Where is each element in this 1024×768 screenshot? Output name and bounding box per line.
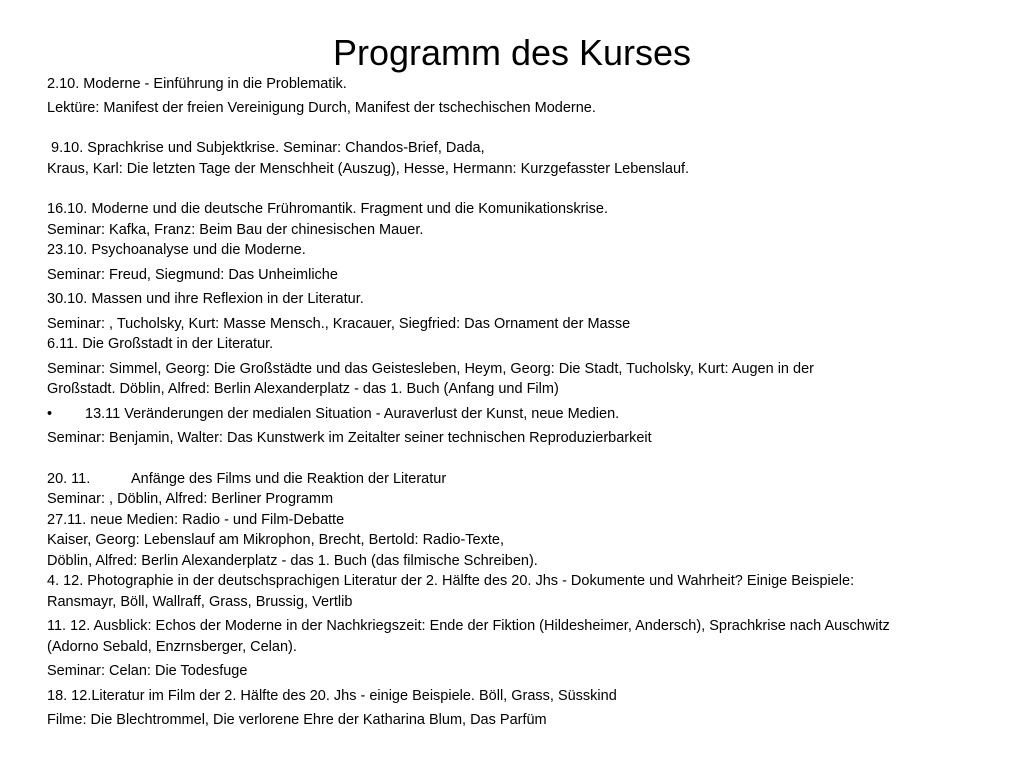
program-line: Seminar: Benjamin, Walter: Das Kunstwerk im Zeitalter seiner technischen Reproduzierbarkeit xyxy=(47,430,652,446)
program-line: Kraus, Karl: Die letzten Tage der Menschheit (Auszug), Hesse, Hermann: Kurzgefasster Lebenslauf. xyxy=(47,160,690,177)
program-line: Seminar: , Tucholsky, Kurt: Masse Mensch., Kracauer, Siegfried: Das Ornament der Masse xyxy=(47,315,631,332)
program-line: 27.11. neue Medien: Radio - und Film-Debatte xyxy=(47,511,345,528)
program-line: 30.10. Massen und ihre Reflexion in der Literatur. xyxy=(47,291,364,307)
program-line: 6.11. Die Großstadt in der Literatur. xyxy=(47,336,274,352)
bullet-icon: • xyxy=(47,405,53,422)
course-program-body xyxy=(47,74,997,731)
program-line: Seminar: Simmel, Georg: Die Großstädte und das Geistesleben, Heym, Georg: Die Stadt, Tucholsky, Kurt: Augen in der xyxy=(47,360,814,377)
program-line: Anfänge des Films und die Reaktion der Literatur xyxy=(131,470,447,487)
program-line: 11. 12. Ausblick: Echos der Moderne in der Nachkriegszeit: Ende der Fiktion (Hildesheimer, Andersch), Sprachkrise nach Auschwitz xyxy=(47,618,890,634)
program-line-with-tab xyxy=(47,469,997,490)
program-line: 2.10. Moderne - Einführung in die Problematik. xyxy=(47,76,347,92)
program-line: Seminar: Kafka, Franz: Beim Bau der chinesischen Mauer. xyxy=(47,221,424,238)
program-line: 4. 12. Photographie in der deutschsprachigen Literatur der 2. Hälfte des 20. Jhs - Dokumente und Wahrheit? Einige Beispiele: xyxy=(47,573,855,589)
program-line: Döblin, Alfred: Berlin Alexanderplatz - das 1. Buch (das filmische Schreiben). xyxy=(47,552,538,569)
program-line: Filme: Die Blechtrommel, Die verlorene Ehre der Katharina Blum, Das Parfüm xyxy=(47,712,547,728)
program-line: Großstadt. Döblin, Alfred: Berlin Alexanderplatz - das 1. Buch (Anfang und Film) xyxy=(47,381,559,397)
program-line: 18. 12.Literatur im Film der 2. Hälfte des 20. Jhs - einige Beispiele. Böll, Grass, Süsskind xyxy=(47,687,617,704)
program-line: 9.10. Sprachkrise und Subjektkrise. Seminar: Chandos-Brief, Dada, xyxy=(51,140,485,156)
program-line: Seminar: Freud, Siegmund: Das Unheimliche xyxy=(47,266,338,283)
program-line: Kaiser, Georg: Lebenslauf am Mikrophon, Brecht, Bertold: Radio-Texte, xyxy=(47,532,504,548)
program-line: Ransmayr, Böll, Wallraff, Grass, Brussig, Vertlib xyxy=(47,593,353,610)
program-line: 13.11 Veränderungen der medialen Situation - Auraverlust der Kunst, neue Medien. xyxy=(85,405,620,422)
program-line: 16.10. Moderne und die deutsche Frühromantik. Fragment und die Komunikationskrise. xyxy=(47,201,608,217)
bullet-item xyxy=(47,404,997,425)
program-line: Seminar: , Döblin, Alfred: Berliner Programm xyxy=(47,491,334,507)
program-date: 20. 11. xyxy=(47,470,91,487)
program-line: Seminar: Celan: Die Todesfuge xyxy=(47,663,248,679)
slide-title: Programm des Kurses xyxy=(332,32,692,73)
program-line: 23.10. Psychoanalyse und die Moderne. xyxy=(47,242,306,258)
program-line: Lektüre: Manifest der freien Vereinigung Durch, Manifest der tschechischen Moderne. xyxy=(47,99,596,116)
program-line: (Adorno Sebald, Enzrnsberger, Celan). xyxy=(47,638,297,655)
